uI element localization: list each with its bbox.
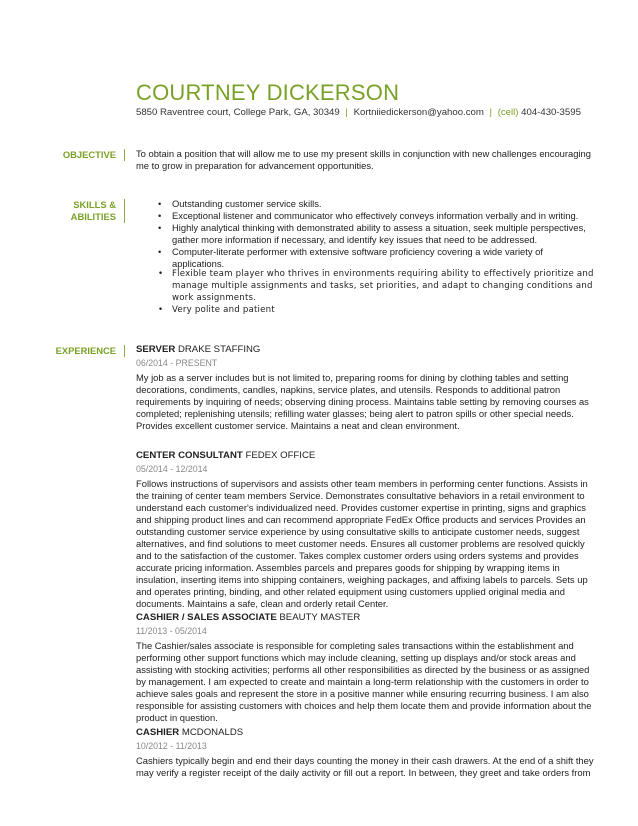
- job-title: [136, 450, 600, 462]
- objective-heading: OBJECTIVE: [6, 149, 125, 161]
- bullet-icon: •: [158, 245, 162, 257]
- skill-item: [136, 269, 596, 305]
- job-dates: 06/2014 - PRESENT: [136, 358, 218, 368]
- bullet-icon: •: [158, 209, 162, 221]
- skill-text: Computer-literate performer with extensive software proficiency covering a wide variety of applications.: [172, 245, 543, 269]
- skill-item: [136, 198, 596, 210]
- bullet-icon: •: [158, 269, 164, 280]
- contact-separator: |: [345, 107, 348, 118]
- job-role: CASHIER: [136, 727, 180, 738]
- skills-list: [136, 198, 596, 317]
- bullet-icon: •: [158, 305, 164, 316]
- skill-text: Very polite and patient: [172, 305, 275, 316]
- job-entry: [136, 727, 600, 779]
- skills-heading: [6, 199, 125, 223]
- bullet-icon: •: [158, 221, 162, 233]
- skill-item: [136, 210, 596, 222]
- cell-label: (cell): [497, 107, 519, 118]
- contact-line: [136, 107, 581, 119]
- skill-item: [136, 305, 596, 317]
- experience-heading: EXPERIENCE: [6, 345, 125, 357]
- job-title: [136, 612, 600, 624]
- email: Kortniiedickerson@yahoo.com: [353, 107, 484, 118]
- skill-text: Flexible team player who thrives in environments requiring ability to effectively prioritize and manage multiple assignments and tasks, set priorities, and adapt to changing conditions and work assignments.: [172, 269, 594, 304]
- job-title: [136, 727, 600, 739]
- job-description: Follows instructions of supervisors and assists other team members in performing center functions. Assists in the training of center team members Service. Demonstrates consultative behaviors in a retail environment to understand each customer's individualized need. Provides customer expertise in printing, signs and graphics and shipping product lines and can recommend appropriate FedEx Office products and services Provides an outstanding customer service experience by using consultative skills to anticipate customer needs, suggest alternatives, and find solutions to meet customer needs. Ensures all customer problems are resolved quickly and to the satisfaction of the customer. Takes complex customer orders using orders systems and provides accurate pricing information. Assembles parcels and prepares goods for shipping by wrapping items in insulation, inserting items into shipping containers, weighing packages, and affixing labels to parcels. Sets up and operates printing, binding, and other related equipment using customers upplied original media and documents. Maintains a safe, clean and orderly retail Center.: [136, 478, 588, 609]
- job-entry: [136, 344, 600, 432]
- job-role: CENTER CONSULTANT: [136, 450, 243, 461]
- skill-item: [136, 246, 596, 270]
- skill-text: Highly analytical thinking with demonstrated ability to assess a situation, seek multiple perspectives, gather more information if necessary, and identify key issues that need to be addressed.: [172, 221, 586, 245]
- skills-heading-line: ABILITIES: [70, 211, 116, 222]
- job-dates: 10/2012 - 11/2013: [136, 741, 207, 751]
- job-entry: [136, 450, 600, 610]
- job-company: DRAKE STAFFING: [177, 344, 261, 355]
- job-description: The Cashier/sales associate is responsible for completing sales transactions within the establishment and performing other support functions which may include cleaning, setting up displays and/or stock areas and assisting with stocking activities; performs all other responsibilities as directed by the business or as assigned by management. I am expected to create and maintain a long-term relationship with the customers in order to achieve sales goals and represent the store in a positive manner while ensuring recurring business. I am also responsible for assisting customers with choices and help them locate them and provide information about the product in question.: [136, 640, 592, 723]
- job-dates: 05/2014 - 12/2014: [136, 464, 208, 474]
- job-company: BEAUTY MASTER: [279, 612, 361, 623]
- bullet-icon: •: [158, 198, 162, 209]
- job-company: MCDONALDS: [181, 727, 244, 738]
- skill-text: Exceptional listener and communicator who effectively conveys information verbally and in writing.: [172, 209, 579, 221]
- job-company: FEDEX OFFICE: [245, 450, 316, 461]
- job-title: [136, 344, 600, 356]
- contact-separator: |: [489, 107, 493, 118]
- job-role: SERVER: [136, 344, 176, 355]
- resume-name: COURTNEY DICKERSON: [136, 80, 400, 105]
- job-role: CASHIER / SALES ASSOCIATE: [136, 612, 277, 623]
- job-dates: 11/2013 - 05/2014: [136, 626, 207, 636]
- skill-text: Outstanding customer service skills.: [172, 198, 322, 209]
- phone: 404-430-3595: [521, 107, 581, 118]
- address: 5850 Raventree court, College Park, GA, 30349: [136, 107, 340, 118]
- job-description: My job as a server includes but is not limited to, preparing rooms for dining by clothing tables and setting decorations, condiments, candles, napkins, service plates, and utensils. Responds to additional patron requirements by inquiring of needs; observing dining process. Maintains table setting by removing courses as completed; replenishing utensils; refilling water glasses; being alert to patron spills or other special needs. Provides excellent customer service. Maintains a neat and clean environment.: [136, 372, 589, 431]
- skills-heading-line: SKILLS &: [73, 199, 116, 210]
- job-entry: [136, 612, 600, 724]
- job-description: Cashiers typically begin and end their days counting the money in their cash drawers. At the end of a shift they may verify a register receipt of the daily activity or fill out a report. In between, they greet and take orders from: [136, 755, 594, 778]
- objective-text: To obtain a position that will allow me to use my present skills in conjunction with new challenges encouraging me to grow in preparation for advancement opportunities.: [136, 148, 591, 171]
- skill-item: [136, 222, 596, 246]
